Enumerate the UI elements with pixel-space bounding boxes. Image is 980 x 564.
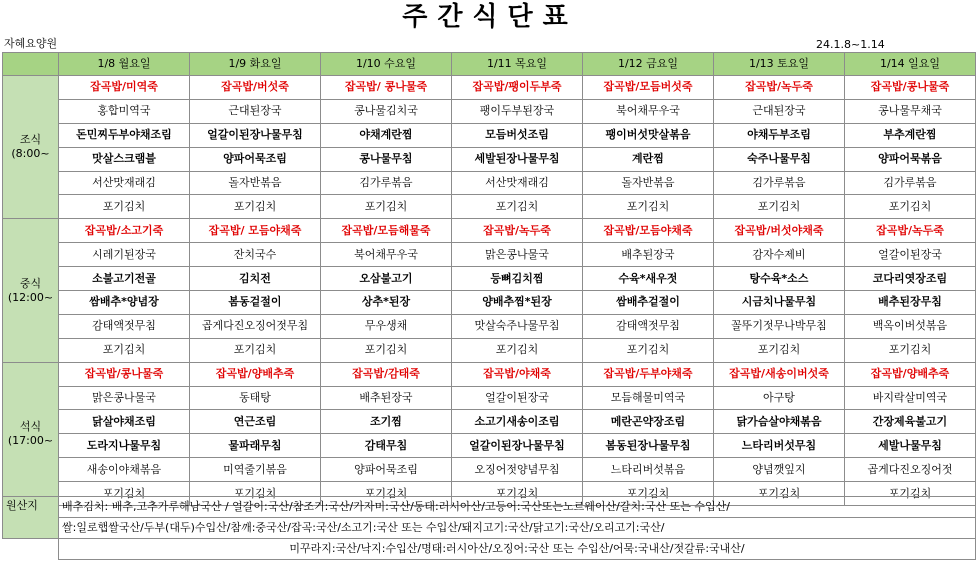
dish-cell: 서산맛재래김 — [59, 171, 190, 195]
dish-cell: 양파어묵볶음 — [845, 147, 976, 171]
dish-cell: 잔치국수 — [190, 243, 321, 267]
meal-label — [3, 362, 59, 505]
dish-cell: 느타리버섯무침 — [714, 434, 845, 458]
dish-cell: 동태탕 — [190, 386, 321, 410]
dish-cell: 아구탕 — [714, 386, 845, 410]
rice-porridge-cell: 잡곡밥/콩나물죽 — [845, 76, 976, 100]
rice-porridge-cell: 잡곡밥/양배추죽 — [845, 362, 976, 386]
day-header: 1/13 토요일 — [714, 53, 845, 76]
dish-cell: 오삼불고기 — [321, 267, 452, 291]
dish-cell: 맛살스크램블 — [59, 147, 190, 171]
menu-row — [3, 123, 976, 147]
rice-porridge-cell: 잡곡밥/모듬버섯죽 — [583, 76, 714, 100]
dish-cell: 탕수육*소스 — [714, 267, 845, 291]
dish-cell: 배추된장무침 — [845, 291, 976, 315]
dish-cell: 얼갈이된장국 — [452, 386, 583, 410]
institution-name: 자혜요양원 — [4, 37, 58, 50]
dish-cell: 배추된장국 — [583, 243, 714, 267]
menu-row — [3, 243, 976, 267]
rice-porridge-cell: 잡곡밥/감태죽 — [321, 362, 452, 386]
dish-cell: 모듬버섯조림 — [452, 123, 583, 147]
dish-cell: 포기김치 — [452, 482, 583, 506]
menu-row — [3, 76, 976, 100]
dish-cell: 포기김치 — [190, 482, 321, 506]
menu-row — [3, 314, 976, 338]
dish-cell: 근대된장국 — [190, 99, 321, 123]
meal-name: 조식 — [19, 133, 42, 147]
dish-cell: 메란곤약장조림 — [583, 410, 714, 434]
dish-cell: 백옥이버섯볶음 — [845, 314, 976, 338]
day-header-row — [3, 53, 976, 76]
dish-cell: 포기김치 — [714, 338, 845, 362]
dish-cell: 감태액젓무침 — [59, 314, 190, 338]
dish-cell: 소고기새송이조림 — [452, 410, 583, 434]
dish-cell: 얼갈이된장나물무침 — [452, 434, 583, 458]
day-header: 1/9 화요일 — [190, 53, 321, 76]
dish-cell: 시금치나물무침 — [714, 291, 845, 315]
dish-cell: 김가루볶음 — [845, 171, 976, 195]
rice-porridge-cell: 잡곡밥/모듬해물죽 — [321, 219, 452, 243]
dish-cell: 소불고기전골 — [59, 267, 190, 291]
dish-cell: 포기김치 — [59, 195, 190, 219]
rice-porridge-cell: 잡곡밥/양배추죽 — [190, 362, 321, 386]
dish-cell: 맛살숙주나물무침 — [452, 314, 583, 338]
dish-cell: 근대된장국 — [714, 99, 845, 123]
dish-cell: 계란찜 — [583, 147, 714, 171]
dish-cell: 오징어젓양념무침 — [452, 458, 583, 482]
day-header: 1/11 목요일 — [452, 53, 583, 76]
dish-cell: 포기김치 — [321, 482, 452, 506]
dish-cell: 포기김치 — [321, 195, 452, 219]
dish-cell: 포기김치 — [583, 195, 714, 219]
menu-row — [3, 99, 976, 123]
rice-porridge-cell: 잡곡밥/ 콩나물죽 — [321, 76, 452, 100]
page-title: 주간식단표 — [402, 2, 578, 32]
dish-cell: 코다리엿장조림 — [845, 267, 976, 291]
origin-table — [2, 496, 976, 560]
menu-row — [3, 171, 976, 195]
dish-cell: 모듬해물미역국 — [583, 386, 714, 410]
dish-cell: 새송이야채볶음 — [59, 458, 190, 482]
origin-blank — [3, 539, 59, 560]
dish-cell: 연근조림 — [190, 410, 321, 434]
menu-row — [3, 386, 976, 410]
menu-row — [3, 195, 976, 219]
origin-line-1: 배추김치: 배추,고추가루해남국산 / 얼갈이:국산/참조기:국산/가자미:국산/동태:러시아산/고등어:국산또는노르웨이산/갈치:국산 또는 수입산/ — [59, 497, 976, 518]
dish-cell: 세발된장나물무침 — [452, 147, 583, 171]
dish-cell: 조기찜 — [321, 410, 452, 434]
rice-porridge-cell: 잡곡밥/버섯야채죽 — [714, 219, 845, 243]
dish-cell: 북어채무우국 — [321, 243, 452, 267]
dish-cell: 돈민찌두부야채조림 — [59, 123, 190, 147]
day-header: 1/8 월요일 — [59, 53, 190, 76]
dish-cell: 포기김치 — [321, 338, 452, 362]
origin-label: 원산지 — [3, 497, 59, 539]
rice-porridge-cell: 잡곡밥/버섯죽 — [190, 76, 321, 100]
dish-cell: 얼갈이된장나물무침 — [190, 123, 321, 147]
dish-cell: 야채계란찜 — [321, 123, 452, 147]
rice-porridge-cell: 잡곡밥/ 모듬야채죽 — [190, 219, 321, 243]
dish-cell: 쌈배추*양념장 — [59, 291, 190, 315]
weekly-menu-table — [2, 52, 976, 506]
dish-cell: 포기김치 — [714, 195, 845, 219]
dish-cell: 포기김치 — [845, 195, 976, 219]
day-header: 1/10 수요일 — [321, 53, 452, 76]
rice-porridge-cell: 잡곡밥/새송이버섯죽 — [714, 362, 845, 386]
menu-row — [3, 410, 976, 434]
dish-cell: 시레기된장국 — [59, 243, 190, 267]
dish-cell: 포기김치 — [190, 338, 321, 362]
dish-cell: 도라지나물무침 — [59, 434, 190, 458]
rice-porridge-cell: 잡곡밥/모듬야채죽 — [583, 219, 714, 243]
origin-line-3: 미꾸라지:국산/낙지:수입산/명태:러시아산/오징어:국산 또는 수입산/어묵:국내산/젓갈류:국내산/ — [59, 539, 976, 560]
menu-row — [3, 147, 976, 171]
dish-cell: 양파어묵조림 — [190, 147, 321, 171]
dish-cell: 김가루볶음 — [321, 171, 452, 195]
dish-cell: 감태액젓무침 — [583, 314, 714, 338]
dish-cell: 야채두부조림 — [714, 123, 845, 147]
dish-cell: 포기김치 — [583, 482, 714, 506]
dish-cell: 포기김치 — [190, 195, 321, 219]
meal-name: 중식 — [19, 276, 42, 290]
dish-cell: 수육*새우젓 — [583, 267, 714, 291]
dish-cell: 포기김치 — [452, 338, 583, 362]
meal-time: (12:00~ — [7, 290, 54, 304]
dish-cell: 콩나물무침 — [321, 147, 452, 171]
rice-porridge-cell: 잡곡밥/팽이두부죽 — [452, 76, 583, 100]
dish-cell: 팽이버섯맛살볶음 — [583, 123, 714, 147]
dish-cell: 포기김치 — [714, 482, 845, 506]
dish-cell: 돌자반볶음 — [190, 171, 321, 195]
menu-row — [3, 434, 976, 458]
origin-line-2: 쌀:일로햅쌀국산/두부(대두)수입산/참깨:중국산/잡곡:국산/소고기:국산 또는 수입산/돼지고기:국산/닭고기:국산/오리고기:국산/ — [59, 518, 976, 539]
meal-time: (8:00~ — [11, 147, 50, 161]
dish-cell: 맑은콩나물국 — [452, 243, 583, 267]
dish-cell: 숙주나물무침 — [714, 147, 845, 171]
dish-cell: 김가루볶음 — [714, 171, 845, 195]
rice-porridge-cell: 잡곡밥/녹두죽 — [452, 219, 583, 243]
dish-cell: 봄동겉절이 — [190, 291, 321, 315]
menu-row — [3, 362, 976, 386]
dish-cell: 콩나물김치국 — [321, 99, 452, 123]
menu-row — [3, 267, 976, 291]
dish-cell: 닭살야채조림 — [59, 410, 190, 434]
dish-cell: 곱게다진오징어젓무침 — [190, 314, 321, 338]
dish-cell: 포기김치 — [452, 195, 583, 219]
date-range: 24.1.8~1.14 — [816, 38, 885, 51]
dish-cell: 등뼈김치찜 — [452, 267, 583, 291]
menu-row — [3, 338, 976, 362]
dish-cell: 닭가슴살야채볶음 — [714, 410, 845, 434]
dish-cell: 서산맛재래김 — [452, 171, 583, 195]
meal-label — [3, 76, 59, 219]
dish-cell: 콩나물무채국 — [845, 99, 976, 123]
dish-cell: 팽이두부된장국 — [452, 99, 583, 123]
rice-porridge-cell: 잡곡밥/야채죽 — [452, 362, 583, 386]
dish-cell: 미역줄기볶음 — [190, 458, 321, 482]
menu-row — [3, 219, 976, 243]
dish-cell: 포기김치 — [845, 338, 976, 362]
dish-cell: 쌈배추겉절이 — [583, 291, 714, 315]
dish-cell: 포기김치 — [59, 482, 190, 506]
dish-cell: 돌자반볶음 — [583, 171, 714, 195]
dish-cell: 느타리버섯볶음 — [583, 458, 714, 482]
rice-porridge-cell: 잡곡밥/녹두죽 — [845, 219, 976, 243]
dish-cell: 세발나물무침 — [845, 434, 976, 458]
dish-cell: 배추된장국 — [321, 386, 452, 410]
dish-cell: 감자수제비 — [714, 243, 845, 267]
dish-cell: 간장제육불고기 — [845, 410, 976, 434]
dish-cell: 상추*된장 — [321, 291, 452, 315]
dish-cell: 바지락살미역국 — [845, 386, 976, 410]
dish-cell: 포기김치 — [845, 482, 976, 506]
menu-row — [3, 458, 976, 482]
dish-cell: 부추계란찜 — [845, 123, 976, 147]
rice-porridge-cell: 잡곡밥/두부야채죽 — [583, 362, 714, 386]
rice-porridge-cell: 잡곡밥/녹두죽 — [714, 76, 845, 100]
dish-cell: 포기김치 — [59, 338, 190, 362]
dish-cell: 감태무침 — [321, 434, 452, 458]
dish-cell: 무우생채 — [321, 314, 452, 338]
dish-cell: 포기김치 — [583, 338, 714, 362]
meal-name: 석식 — [19, 419, 42, 433]
rice-porridge-cell: 잡곡밥/미역죽 — [59, 76, 190, 100]
dish-cell: 곱게다진오징어젓 — [845, 458, 976, 482]
dish-cell: 물파래무침 — [190, 434, 321, 458]
dish-cell: 김치전 — [190, 267, 321, 291]
dish-cell: 양배추찜*된장 — [452, 291, 583, 315]
dish-cell: 양념깻잎지 — [714, 458, 845, 482]
meal-time: (17:00~ — [7, 433, 54, 447]
day-header: 1/12 금요일 — [583, 53, 714, 76]
dish-cell: 북어채무우국 — [583, 99, 714, 123]
dish-cell: 봄동된장나물무침 — [583, 434, 714, 458]
dish-cell: 홍합미역국 — [59, 99, 190, 123]
dish-cell: 얼갈이된장국 — [845, 243, 976, 267]
meal-label — [3, 219, 59, 362]
menu-row — [3, 291, 976, 315]
dish-cell: 양파어묵조림 — [321, 458, 452, 482]
rice-porridge-cell: 잡곡밥/콩나물죽 — [59, 362, 190, 386]
rice-porridge-cell: 잡곡밥/소고기죽 — [59, 219, 190, 243]
dish-cell: 꼴뚜기젓무나박무침 — [714, 314, 845, 338]
day-header: 1/14 일요일 — [845, 53, 976, 76]
dish-cell: 맑은콩나물국 — [59, 386, 190, 410]
header-corner — [3, 53, 59, 76]
